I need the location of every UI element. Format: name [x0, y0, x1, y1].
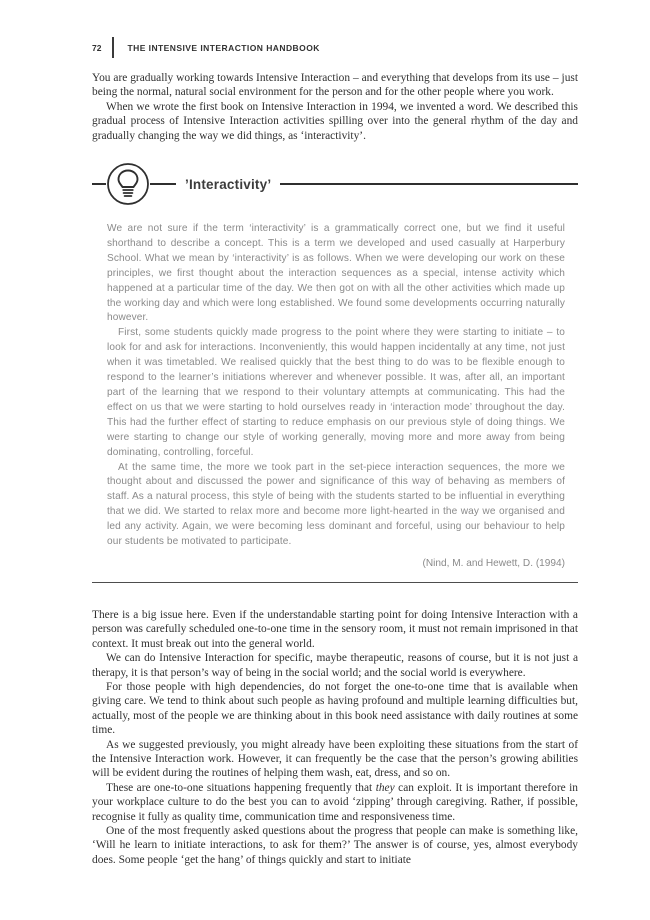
callout-rule-left — [92, 183, 106, 185]
quote-attribution: (Nind, M. and Hewett, D. (1994) — [422, 557, 565, 569]
body-paragraph-6: One of the most frequently asked questions about the progress that people can make is something like, ‘Will he learn to initiate interactions, to ask for them?’ The answer is of course, yes, almost everybody does. Some people ‘get the hang’ of things quickly and start to initiate — [92, 825, 578, 866]
body-paragraph-4: As we suggested previously, you might already have been exploiting these situations from the start of the Intensive Interaction work. However, it can frequently be the case that the person’s growing abilities will be evident during the routines of helping them wash, eat, dress, and so on. — [92, 738, 578, 780]
body-paragraph-5 — [92, 781, 578, 824]
callout-header — [92, 158, 578, 210]
quote-block — [107, 222, 565, 569]
quote-paragraph-2: First, some students quickly made progress to the point where they were starting to initiate – to look for and ask for interactions. Inconveniently, this would happen incidentally at any time, not just when it was timetabled. We realised quickly that the best thing to do was to be flexible enough to respond to the learner’s initiations wherever and whenever possible. It was, after all, an important part of the learning that we respond to their voluntary attempts at communicating. This had the effect on us that we were starting to hold ourselves ready in ‘interaction mode’ throughout the day. This had the further effect of starting to reduce emphasis on our previous style of doing things. We were starting to change our style of working generally, moving more and more away from being dominating, controlling, forceful. — [107, 327, 565, 458]
page-content — [92, 71, 578, 867]
quote-paragraph-1: We are not sure if the term ‘interactivity’ is a grammatically correct one, but we find it useful shorthand to describe a concept. This is a term we developed and used casually at Harperbury School. What we mean by ‘interactivity’ is as follows. When we were developing our work on these principles, we first thought about the interaction sequences as a special, intense activity which happened at a particular time of the day. We then got on with all the other activities which made up the working day and which were long established. We found some developments occurring naturally however. — [107, 223, 565, 324]
page-header — [92, 37, 320, 58]
header-divider — [112, 37, 114, 58]
callout-title: ’Interactivity’ — [185, 176, 272, 192]
body-paragraph-3: For those people with high dependencies, do not forget the one-to-one time that is available when giving care. We tend to think about such people as having profound and multiple learning difficulties but, actually, most of the people we are thinking about in this book need assistance with daily routines at some time. — [92, 681, 578, 737]
body-paragraph-5-rest: can exploit. It is important therefore in your workplace culture to do the best you can to avoid ‘zipping’ through caregiving. Rather, if possible, recognise it fully as quality time, communication time and responsiveness time. — [92, 781, 578, 823]
body-paragraph-5-lead: These are one-to-one situations happening frequently that — [106, 781, 376, 794]
callout-rule-mid — [150, 183, 176, 185]
body-paragraph-5-emphasis: they — [375, 781, 395, 794]
section-divider — [92, 582, 578, 583]
book-title: THE INTENSIVE INTERACTION HANDBOOK — [127, 42, 320, 53]
body-paragraph-1: There is a big issue here. Even if the understandable starting point for doing Intensive Interaction with a person was carefully scheduled one-to-one time in the sensory room, it must not remain imprisoned in that context. It must break out into the general world. — [92, 608, 578, 650]
body-text-block — [92, 608, 578, 867]
quote-paragraph-3: At the same time, the more we took part in the set-piece interaction sequences, the more we thought about and discussed the power and significance of this way of behaving as members of staff. As a natural process, this style of being with the students started to be influential in everything that we did. We started to relax more and become more light-hearted in the way we organised and led any activity. Again, we were becoming less dominant and forceful, using our behaviour to help our students be motivated to participate. — [107, 461, 565, 548]
callout-rule-right — [280, 183, 578, 185]
lightbulb-icon — [106, 162, 150, 206]
body-paragraph-2: We can do Intensive Interaction for specific, maybe therapeutic, reasons of course, but it is not just a therapy, it is that person’s way of being in the social world; and the social world is everywhere. — [92, 652, 578, 679]
page-number: 72 — [92, 42, 102, 53]
intro-paragraph-2: When we wrote the first book on Intensive Interaction in 1994, we invented a word. We described this gradual process of Intensive Interaction activities spilling over into the general rhythm of the day and gradually changing the way we did things, as ‘interactivity’. — [92, 100, 578, 142]
intro-paragraph-1: You are gradually working towards Intensive Interaction – and everything that develops from its use – just being the normal, natural social environment for the person and for the other people where you work. — [92, 72, 578, 99]
